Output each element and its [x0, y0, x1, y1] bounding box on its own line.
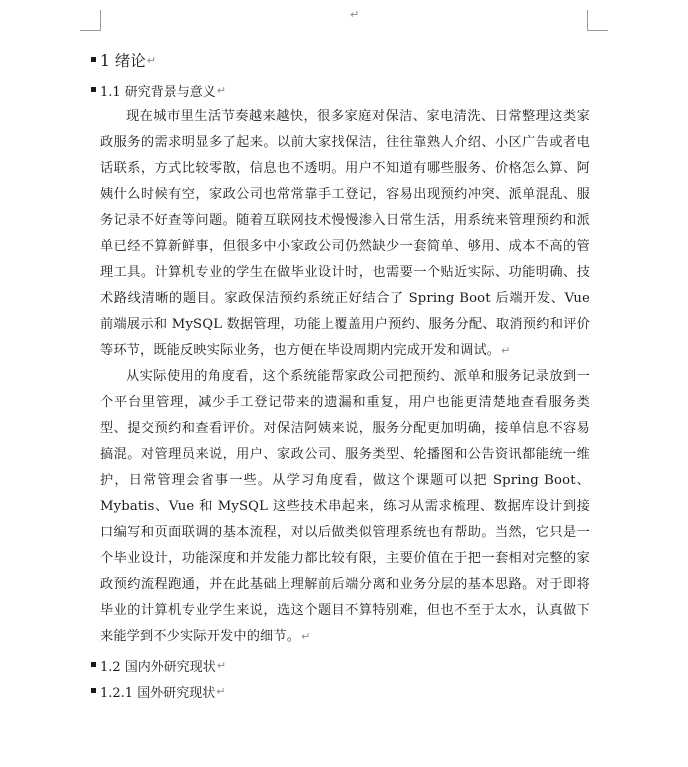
- paragraph-mark: ↵: [501, 344, 511, 357]
- body-paragraph-2[interactable]: [100, 364, 590, 650]
- body-paragraph-1[interactable]: [100, 104, 590, 364]
- heading-bullet-icon: [91, 662, 96, 667]
- paragraph-mark: ↵: [216, 658, 227, 672]
- paragraph-text: 从实际使用的角度看，这个系统能帮家政公司把预约、派单和服务记录放到一个平台里管理，减少手工登记带来的遗漏和重复，用户也能更清楚地查看服务类型、提交预约和查看评价。对保洁阿姨来说，服务分配更加明确，接单信息不容易搞混。对管理员来说，用户、家政公司、服务类型、轮播图和公告资讯都能统一维护，日常管理会省事一些。从学习角度看，做这个课题可以把 Spring Boot、Mybatis、Vue 和 MySQL 这些技术串起来，练习从需求梳理、数据库设计到接口编写和页面联调的基本流程，对以后做类似管理系统也有帮助。当然，它只是一个毕业设计，功能深度和并发能力都比较有限，主要价值在于把一套相对完整的家政预约流程跑通，并在此基础上理解前后端分离和业务分层的基本思路。对于即将毕业的计算机专业学生来说，选这个题目不算特别难，但也不至于太水，认真做下来能学到不少实际开发中的细节。: [100, 369, 590, 644]
- header-paragraph-mark: ↵: [350, 8, 360, 21]
- heading-bullet-icon: [91, 87, 96, 92]
- crop-mark-top-left: [80, 10, 101, 31]
- paragraph-mark: ↵: [216, 684, 226, 698]
- heading-1-introduction[interactable]: [100, 46, 590, 74]
- heading-text: 1.2 国内外研究现状: [100, 659, 216, 675]
- heading-bullet-icon: [91, 688, 96, 693]
- heading-text: 1.1 研究背景与意义: [100, 84, 216, 100]
- paragraph-mark: ↵: [301, 630, 311, 643]
- paragraph-mark: ↵: [216, 83, 227, 97]
- heading-1-2-research-status[interactable]: [100, 652, 590, 678]
- heading-bullet-icon: [91, 57, 96, 62]
- paragraph-text: 现在城市里生活节奏越来越快，很多家庭对保洁、家电清洗、日常整理这类家政服务的需求明显多了起来。以前大家找保洁，往往靠熟人介绍、小区广告或者电话联系，方式比较零散，信息也不透明。用户不知道有哪些服务、价格怎么算、阿姨什么时候有空，家政公司也常常靠手工登记，容易出现预约冲突、派单混乱、服务记录不好查等问题。随着互联网技术慢慢渗入日常生活，用系统来管理预约和派单已经不算新鲜事，但很多中小家政公司仍然缺少一套简单、够用、成本不高的管理工具。计算机专业的学生在做毕业设计时，也需要一个贴近实际、功能明确、技术路线清晰的题目。家政保洁预约系统正好结合了 Spring Boot 后端开发、Vue 前端展示和 MySQL 数据管理，功能上覆盖用户预约、服务分配、取消预约和评价等环节，既能反映实际业务，也方便在毕设周期内完成开发和调试。: [100, 109, 590, 358]
- document-body[interactable]: [100, 46, 590, 704]
- heading-1-1-background[interactable]: [100, 77, 590, 103]
- crop-mark-top-right: [587, 10, 608, 31]
- paragraph-mark: ↵: [146, 53, 157, 67]
- heading-text: 1 绪论: [100, 52, 146, 70]
- heading-1-2-1-foreign-research[interactable]: [100, 678, 590, 704]
- heading-text: 1.2.1 国外研究现状: [100, 685, 216, 701]
